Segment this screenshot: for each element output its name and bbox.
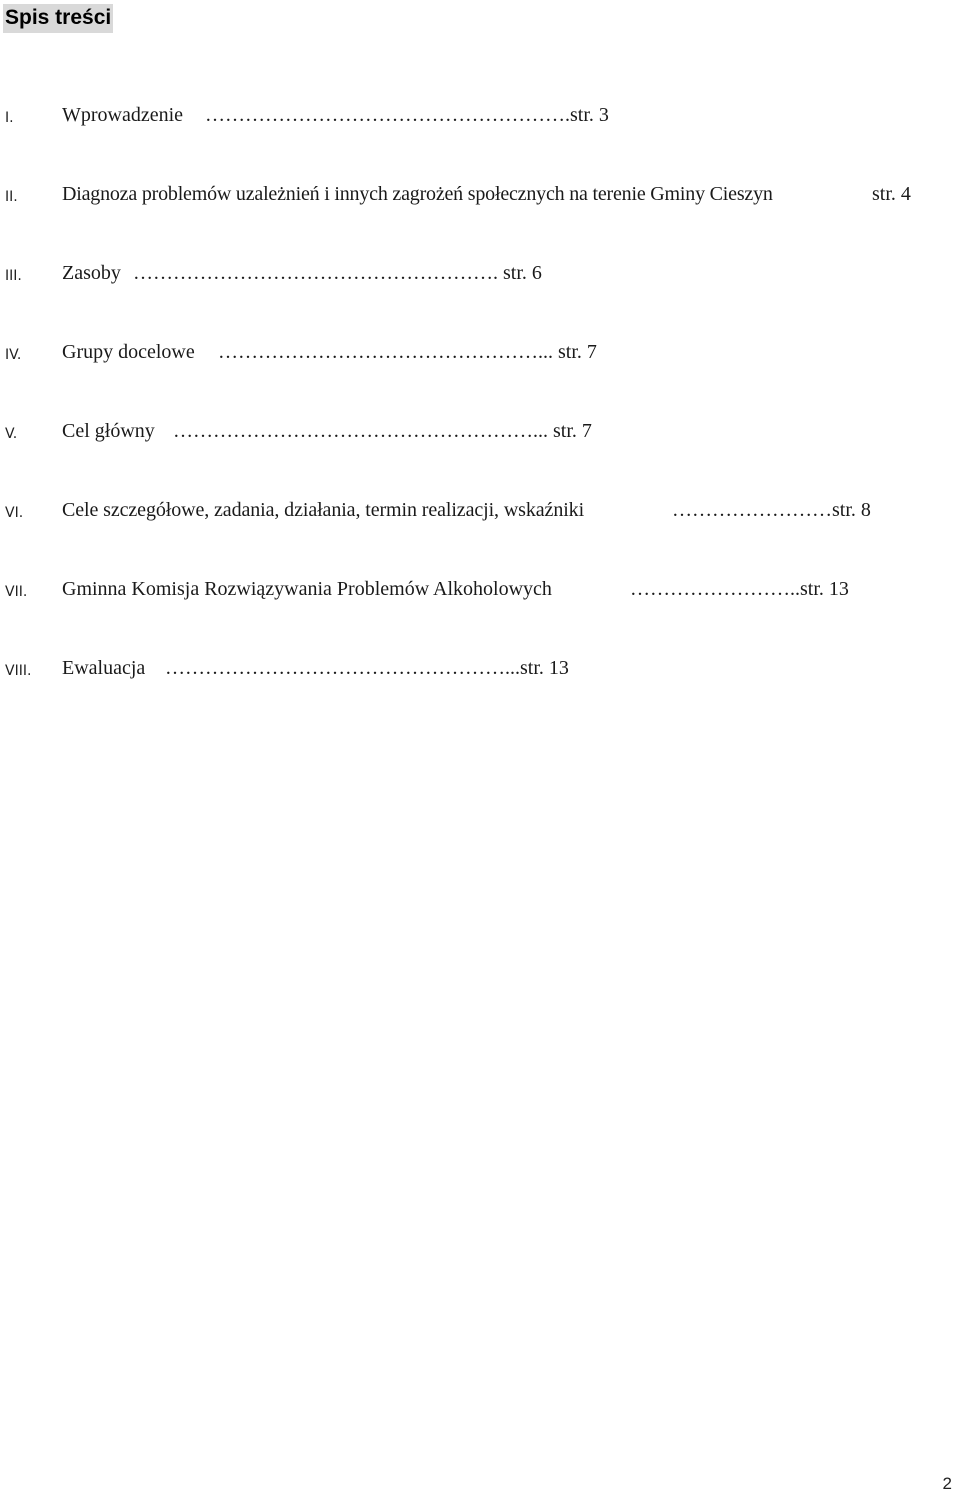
toc-entry-title: Cele szczegółowe, zadania, działania, termin realizacji, wskaźniki bbox=[62, 499, 585, 521]
toc-heading: Spis treści bbox=[3, 4, 113, 33]
toc-entry-5[interactable] bbox=[0, 417, 960, 445]
toc-entry-7[interactable] bbox=[0, 575, 960, 603]
toc-entry-number: VI. bbox=[5, 505, 24, 521]
toc-entry-title: Ewaluacja bbox=[62, 657, 146, 679]
toc-entry-page: …………………………………………... str. 7 bbox=[218, 341, 597, 363]
toc-entry-page: ………………………………………………... str. 7 bbox=[173, 420, 592, 442]
toc-entry-8[interactable] bbox=[0, 654, 960, 682]
toc-entry-page: ……………………str. 8 bbox=[672, 499, 871, 521]
toc-entry-6[interactable] bbox=[0, 496, 960, 524]
toc-entry-title: Gminna Komisja Rozwiązywania Problemów Alkoholowych bbox=[62, 578, 552, 600]
toc-entry-1[interactable] bbox=[0, 101, 960, 129]
toc-entry-title: Grupy docelowe bbox=[62, 341, 195, 363]
toc-entry-page: ……………………………………………...str. 13 bbox=[165, 657, 569, 679]
toc-entry-number: I. bbox=[5, 110, 14, 126]
toc-entry-number: II. bbox=[5, 189, 18, 205]
toc-entry-title: Wprowadzenie bbox=[62, 104, 184, 126]
toc-entry-number: IV. bbox=[5, 347, 22, 363]
toc-entry-title: Zasoby bbox=[62, 262, 121, 284]
toc-entry-title: Diagnoza problemów uzależnień i innych zagrożeń społecznych na terenie Gminy Cieszyn bbox=[62, 183, 773, 205]
toc-entry-number: VIII. bbox=[5, 663, 32, 679]
toc-entry-page: ……………………………………………….str. 3 bbox=[205, 104, 609, 126]
toc-entry-number: V. bbox=[5, 426, 18, 442]
toc-entry-4[interactable] bbox=[0, 338, 960, 366]
toc-entry-2[interactable] bbox=[0, 180, 960, 208]
toc-entry-page: ………………………………………………. str. 6 bbox=[133, 262, 542, 284]
toc-entry-number: III. bbox=[5, 268, 22, 284]
toc-entry-page: ……………………..str. 13 bbox=[630, 578, 849, 600]
toc-entry-title: Cel główny bbox=[62, 420, 155, 442]
toc-entry-number: VII. bbox=[5, 584, 28, 600]
toc-entry-3[interactable] bbox=[0, 259, 960, 287]
page-number: 2 bbox=[942, 1474, 952, 1493]
toc-entry-page: str. 4 bbox=[872, 183, 911, 205]
